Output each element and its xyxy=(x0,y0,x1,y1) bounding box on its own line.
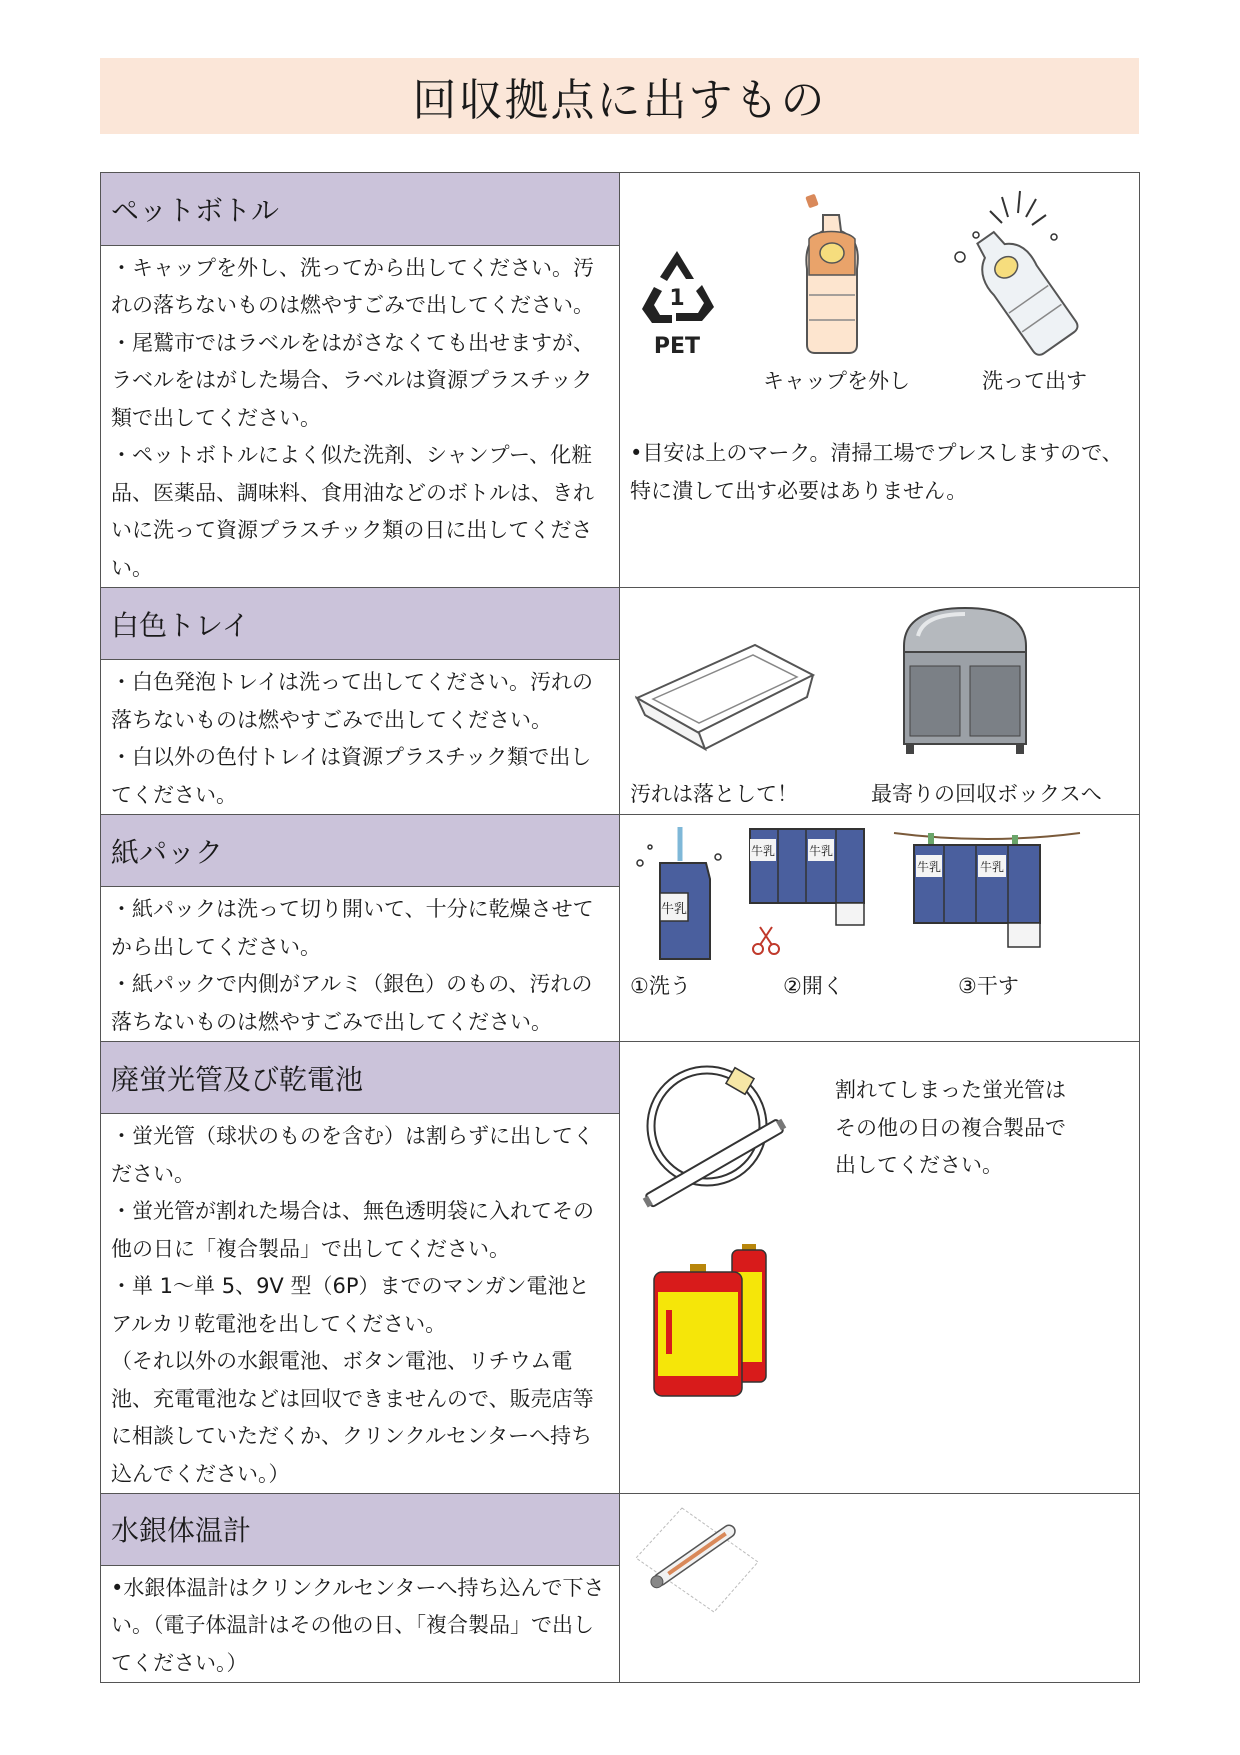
body-line: ・ペットボトルによく似た洗剤、シャンプー、化粧品、医薬品、調味料、食用油などのボトルは、きれいに洗って資源プラスチック類の日に出してください。 xyxy=(111,443,594,580)
foam-tray-icon xyxy=(635,643,815,753)
body-line: ・蛍光管（球状のものを含む）は割らずに出してください。 xyxy=(111,1124,594,1186)
body-line: （それ以外の水銀電池、ボタン電池、リチウム電池、充電電池などは回収できませんので、販売店等に相談していただくか、クリンクルセンターへ持ち込んでください。） xyxy=(111,1349,594,1486)
note-line: その他の日の複合製品で xyxy=(835,1115,1066,1140)
section-text-column xyxy=(101,588,620,814)
caption: ③干す xyxy=(958,974,1019,998)
body-line: •水銀体温計はクリンクルセンターへ持ち込んで下さい。（電子体温計はその他の日、「複合製品」で出してください。） xyxy=(111,1575,605,1675)
fluorescent-tube-icon xyxy=(635,1064,795,1214)
body-line: ・単 1～単 5、9V 型（6P）までのマンガン電池とアルカリ乾電池を出してください。 xyxy=(111,1274,590,1336)
carton-label: 牛乳 xyxy=(750,844,776,858)
body-line: ・蛍光管が割れた場合は、無色透明袋に入れてその他の日に「複合製品」で出してください。 xyxy=(111,1199,594,1261)
section-illustration-column xyxy=(620,1494,1139,1682)
note-line: 割れてしまった蛍光管は xyxy=(835,1078,1066,1102)
page-title: 回収拠点に出すもの xyxy=(412,75,827,126)
carton-wash-icon xyxy=(630,827,725,967)
collection-box-icon xyxy=(900,606,1030,756)
note-line: 出してください。 xyxy=(835,1153,1003,1177)
section-heading: 白色トレイ xyxy=(101,588,619,660)
carton-dry-icon xyxy=(892,823,1082,963)
carton-label: 牛乳 xyxy=(808,844,834,858)
section-heading: ペットボトル xyxy=(101,173,619,246)
section-text-column xyxy=(101,815,620,1041)
caption: 洗って出す xyxy=(982,369,1087,393)
caption: ①洗う xyxy=(630,974,691,998)
section-text-column xyxy=(101,1042,620,1493)
pet-recycle-icon xyxy=(632,243,722,363)
section-white-tray xyxy=(101,587,1139,814)
section-paper-carton xyxy=(101,814,1139,1041)
section-text-column xyxy=(101,173,620,587)
pet-mark-label: PET xyxy=(653,334,701,359)
section-body xyxy=(101,660,619,814)
bottle-cap-off-icon xyxy=(795,195,875,355)
body-line: ・尾鷲市ではラベルをはがさなくても出せますが、ラベルをはがした場合、ラベルは資源プラスチック類で出してください。 xyxy=(111,330,594,430)
thermometer-icon xyxy=(630,1506,760,1616)
section-illustration-column xyxy=(620,815,1139,1041)
caption: 最寄りの回収ボックスへ xyxy=(871,782,1102,806)
carton-label: 牛乳 xyxy=(916,860,942,874)
section-heading: 水銀体温計 xyxy=(101,1494,619,1566)
section-body xyxy=(101,1114,619,1493)
body-line: ・白以外の色付トレイは資源プラスチック類で出してください。 xyxy=(111,745,592,807)
section-note xyxy=(835,1072,1125,1185)
section-body xyxy=(101,887,619,1041)
section-illustration-column xyxy=(620,588,1139,814)
title-banner xyxy=(100,58,1139,134)
section-illustration-column xyxy=(620,173,1139,587)
section-heading: 廃蛍光管及び乾電池 xyxy=(101,1042,619,1114)
section-body xyxy=(101,1566,619,1683)
body-line: ・キャップを外し、洗ってから出してください。汚れの落ちないものは燃やすごみで出してください。 xyxy=(111,255,594,317)
carton-label: 牛乳 xyxy=(660,902,688,917)
section-fluorescent-battery xyxy=(101,1041,1139,1493)
section-heading: 紙パック xyxy=(101,815,619,887)
body-line: ・紙パックで内側がアルミ（銀色）のもの、汚れの落ちないものは燃やすごみで出してください。 xyxy=(111,972,593,1034)
body-line: ・紙パックは洗って切り開いて、十分に乾燥させてから出してください。 xyxy=(111,897,594,959)
section-mercury-thermometer xyxy=(101,1493,1139,1682)
items-table xyxy=(100,172,1140,1683)
carton-label: 牛乳 xyxy=(979,860,1005,874)
pet-number: 1 xyxy=(669,286,685,311)
section-illustration-column xyxy=(620,1042,1139,1493)
caption: キャップを外し xyxy=(763,369,910,393)
caption: ②開く xyxy=(783,974,844,998)
bottle-washing-icon xyxy=(950,187,1090,357)
section-text-column xyxy=(101,1494,620,1682)
section-body xyxy=(101,246,619,588)
carton-open-icon xyxy=(748,827,868,957)
caption: 汚れは落として！ xyxy=(630,782,798,806)
section-note: •目安は上のマーク。清掃工場でプレスしますので、特に潰して出す必要はありません。 xyxy=(630,441,1123,503)
battery-icon xyxy=(650,1242,800,1402)
section-pet-bottle xyxy=(101,173,1139,587)
body-line: ・白色発泡トレイは洗って出してください。汚れの落ちないものは燃やすごみで出してください。 xyxy=(111,670,593,732)
